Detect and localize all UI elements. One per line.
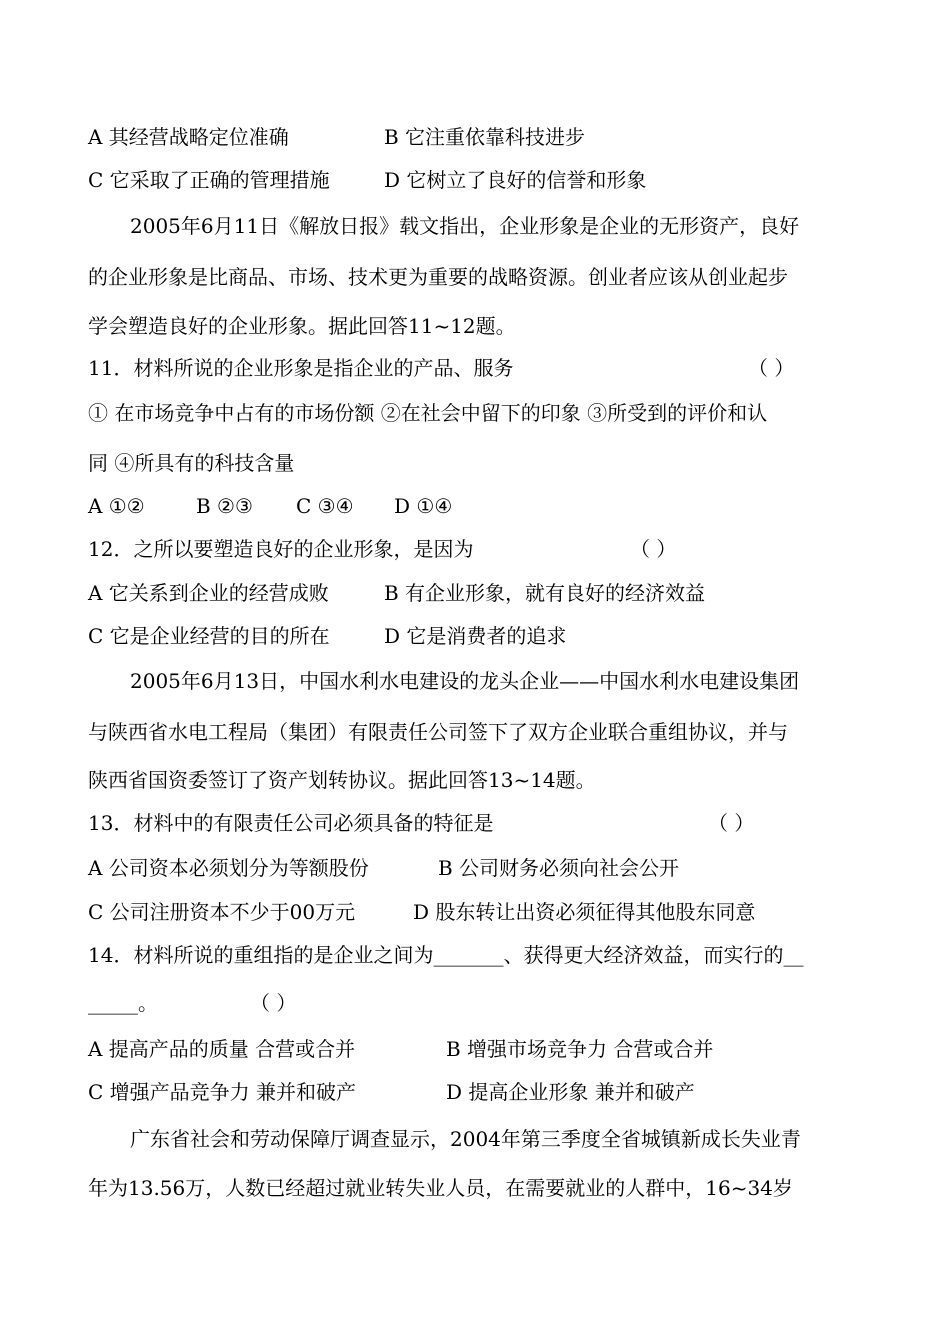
question-11-choices-line-2: 同 ④所具有的科技含量	[88, 451, 295, 475]
q10-option-b: B 它注重依靠科技进步	[384, 125, 586, 149]
question-11-options	[88, 492, 453, 520]
question-12	[88, 535, 677, 563]
passage-2-line-3: 陕西省国资委签订了资产划转协议。据此回答13~14题。	[88, 768, 596, 792]
question-12-answer-blank: （ ）	[630, 537, 677, 561]
q12-options-row-1	[88, 579, 706, 607]
q12-option-b: B 有企业形象，就有良好的经济效益	[384, 581, 706, 605]
passage-3-line-1: 广东省社会和劳动保障厅调查显示，2004年第三季度全省城镇新成长失业青	[130, 1127, 801, 1151]
q11-option-b: B ②③	[196, 494, 253, 518]
q13-option-c: C 公司注册资本不少于00万元	[88, 900, 356, 924]
q11-option-d: D ①④	[394, 494, 453, 518]
q13-options-row-2	[88, 898, 756, 926]
question-11-choices-line-1: ① 在市场竞争中占有的市场份额 ②在社会中留下的印象 ③所受到的评价和认	[88, 401, 768, 425]
q10-option-d: D 它树立了良好的信誉和形象	[384, 168, 647, 192]
q11-option-c: C ③④	[296, 494, 354, 518]
q13-options-row-1	[88, 854, 680, 882]
question-13-stem: 13．材料中的有限责任公司必须具备的特征是	[88, 811, 494, 835]
q12-option-c: C 它是企业经营的目的所在	[88, 624, 330, 648]
passage-1-line-1: 2005年6月11日《解放日报》载文指出，企业形象是企业的无形资产，良好	[130, 214, 800, 238]
q10-options-row-1	[88, 123, 586, 151]
question-11-stem: 11．材料所说的企业形象是指企业的产品、服务	[88, 356, 514, 380]
q14-option-d: D 提高企业形象 兼并和破产	[446, 1080, 695, 1104]
q14-options-row-1	[88, 1035, 714, 1063]
q13-option-a: A 公司资本必须划分为等额股份	[88, 856, 369, 880]
q12-option-a: A 它关系到企业的经营成败	[88, 581, 329, 605]
q12-options-row-2	[88, 622, 567, 650]
question-12-stem: 12．之所以要塑造良好的企业形象，是因为	[88, 537, 474, 561]
q10-options-row-2	[88, 166, 647, 194]
question-11-answer-blank: （ ）	[748, 356, 795, 380]
question-14-line-1: 14．材料所说的重组指的是企业之间为_______、获得更大经济效益，而实行的__	[88, 943, 804, 967]
q13-option-d: D 股东转让出资必须征得其他股东同意	[413, 900, 756, 924]
q10-option-c: C 它采取了正确的管理措施	[88, 168, 330, 192]
passage-2-line-2: 与陕西省水电工程局（集团）有限责任公司签下了双方企业联合重组协议，并与	[88, 720, 788, 744]
q14-option-b: B 增强市场竞争力 合营或合并	[446, 1037, 714, 1061]
question-14-answer-blank: （ ）	[250, 991, 297, 1015]
passage-1-line-3: 学会塑造良好的企业形象。据此回答11~12题。	[88, 314, 516, 338]
q14-options-row-2	[88, 1078, 695, 1106]
question-14-line-2	[88, 989, 297, 1017]
question-14-stem-end: _____。	[88, 991, 158, 1015]
q11-option-a: A ①②	[88, 494, 145, 518]
q13-option-b: B 公司财务必须向社会公开	[438, 856, 680, 880]
q12-option-d: D 它是消费者的追求	[384, 624, 567, 648]
question-11	[88, 354, 795, 382]
q14-option-a: A 提高产品的质量 合营或合并	[88, 1037, 356, 1061]
q14-option-c: C 增强产品竞争力 兼并和破产	[88, 1080, 357, 1104]
question-13	[88, 809, 755, 837]
q10-option-a: A 其经营战略定位准确	[88, 125, 289, 149]
question-13-answer-blank: （ ）	[708, 811, 755, 835]
passage-2-line-1: 2005年6月13日，中国水利水电建设的龙头企业——中国水利水电建设集团	[130, 669, 800, 693]
passage-3-line-2: 年为13.56万，人数已经超过就业转失业人员，在需要就业的人群中，16~34岁	[88, 1176, 793, 1200]
passage-1-line-2: 的企业形象是比商品、市场、技术更为重要的战略资源。创业者应该从创业起步	[88, 265, 788, 289]
